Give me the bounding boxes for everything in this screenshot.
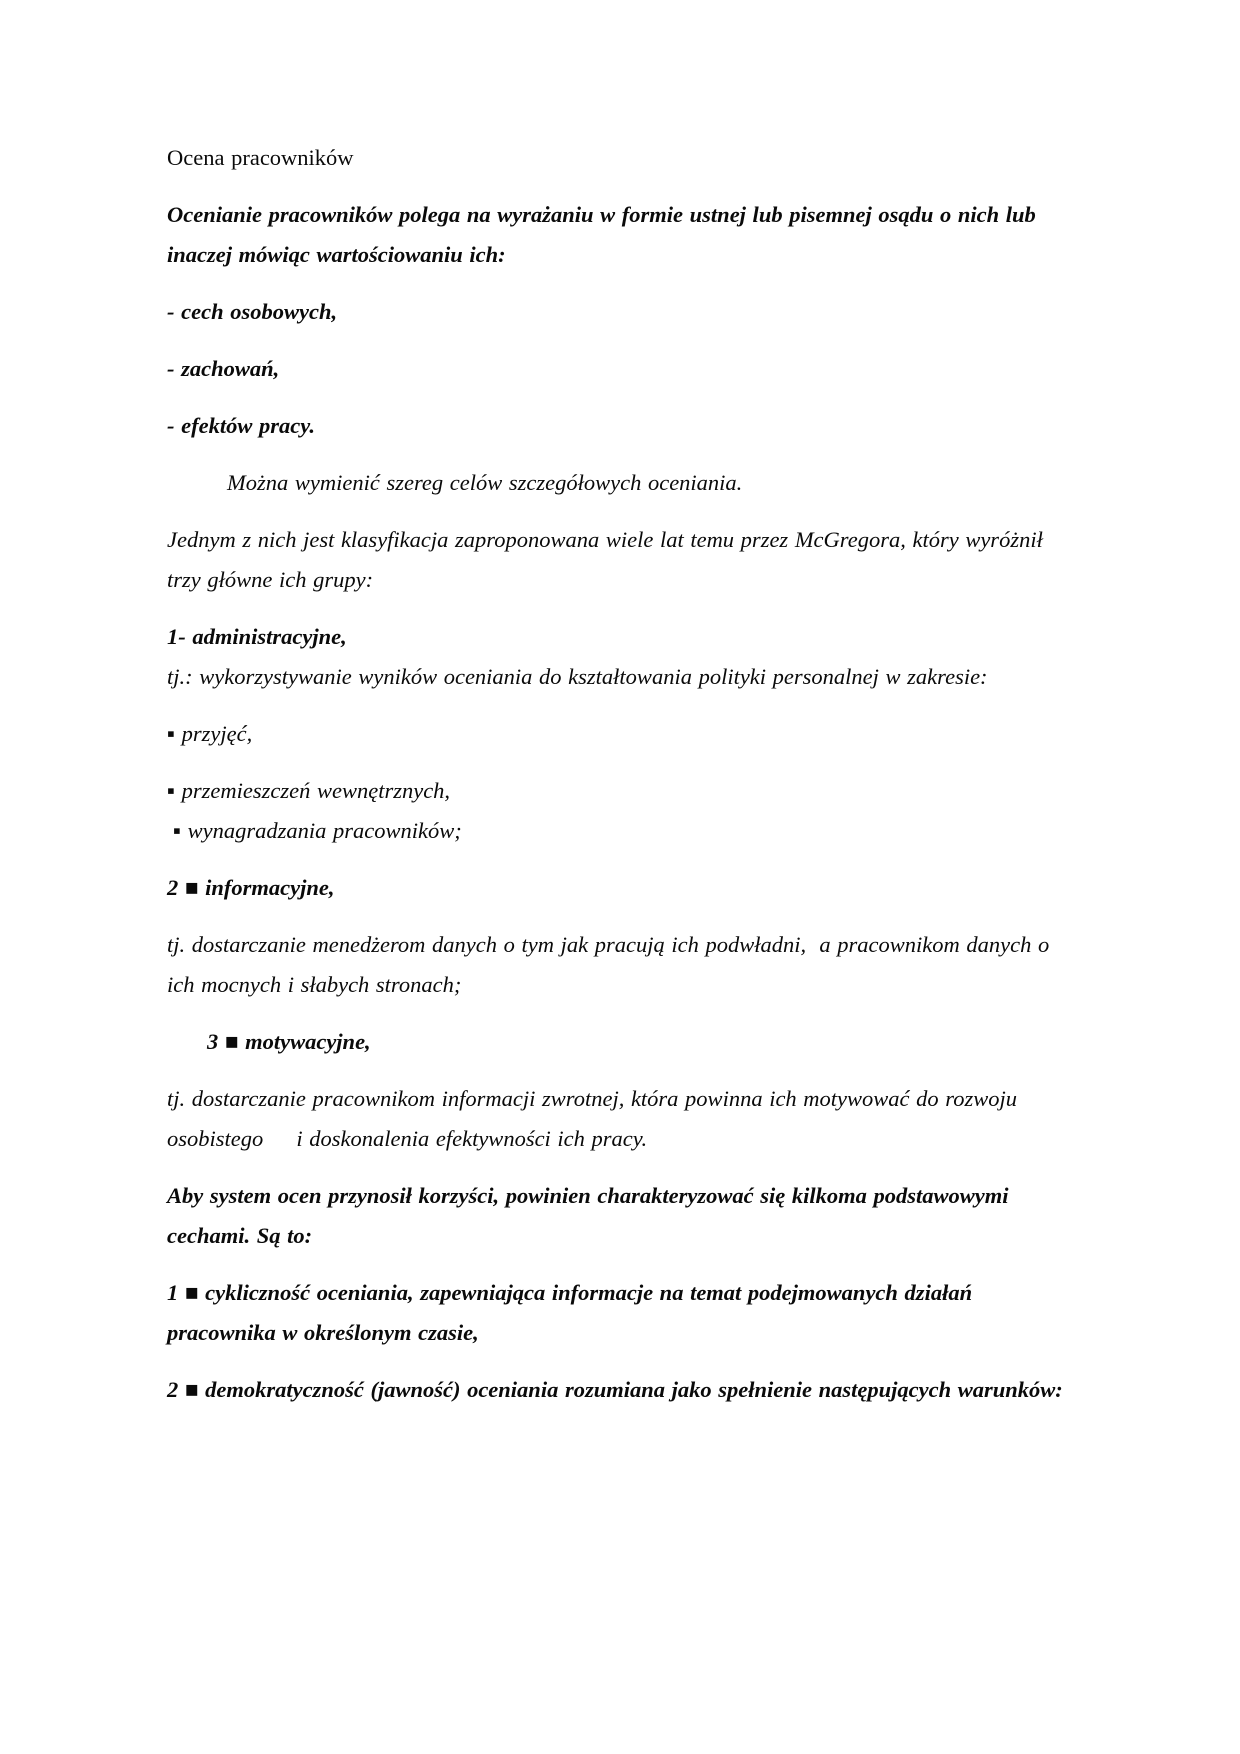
paragraph: Jednym z nich jest klasyfikacja zaproponowana wiele lat temu przez McGregora, który wyróżnił trzy główne ich grupy: — [167, 527, 1050, 592]
paragraph: tj. dostarczanie pracownikom informacji zwrotnej, która powinna ich motywować do rozwoju osobistego i doskonalenia efektywności ich pracy. — [167, 1086, 1024, 1151]
paragraph: ▪ przyjęć, — [167, 721, 253, 746]
paragraph: Aby system ocen przynosił korzyści, powinien charakteryzować się kilkoma podstawowymi cechami. Są to: — [167, 1183, 1016, 1248]
paragraph: - efektów pracy. — [167, 413, 315, 438]
paragraph: ▪ wynagradzania pracowników; — [173, 818, 462, 843]
paragraph: tj.: wykorzystywanie wyników oceniania do kształtowania polityki personalnej w zakresie: — [167, 664, 988, 689]
paragraph: 3 ■ motywacyjne, — [207, 1029, 371, 1054]
paragraph: 1- administracyjne, — [167, 624, 347, 649]
paragraph: tj. dostarczanie menedżerom danych o tym jak pracują ich podwładni, a pracownikom danych o ich mocnych i słabych stronach; — [167, 932, 1056, 997]
paragraph: Można wymienić szereg celów szczegółowych oceniania. — [227, 470, 743, 495]
paragraph: - zachowań, — [167, 356, 280, 381]
document-title: Ocena pracowników — [167, 145, 354, 170]
paragraph: - cech osobowych, — [167, 299, 338, 324]
paragraph: ▪ przemieszczeń wewnętrznych, — [167, 778, 451, 803]
paragraph: 1 ■ cykliczność oceniania, zapewniająca informacje na temat podejmowanych działań pracownika w określonym czasie, — [167, 1280, 979, 1345]
paragraph: 2 ■ informacyjne, — [167, 875, 335, 900]
paragraph: 2 ■ demokratyczność (jawność) oceniania rozumiana jako spełnienie następujących warunków: — [167, 1377, 1063, 1402]
paragraph: Ocenianie pracowników polega na wyrażaniu w formie ustnej lub pisemnej osądu o nich lub inaczej mówiąc wartościowaniu ich: — [167, 202, 1043, 267]
document-body — [167, 138, 1080, 1410]
